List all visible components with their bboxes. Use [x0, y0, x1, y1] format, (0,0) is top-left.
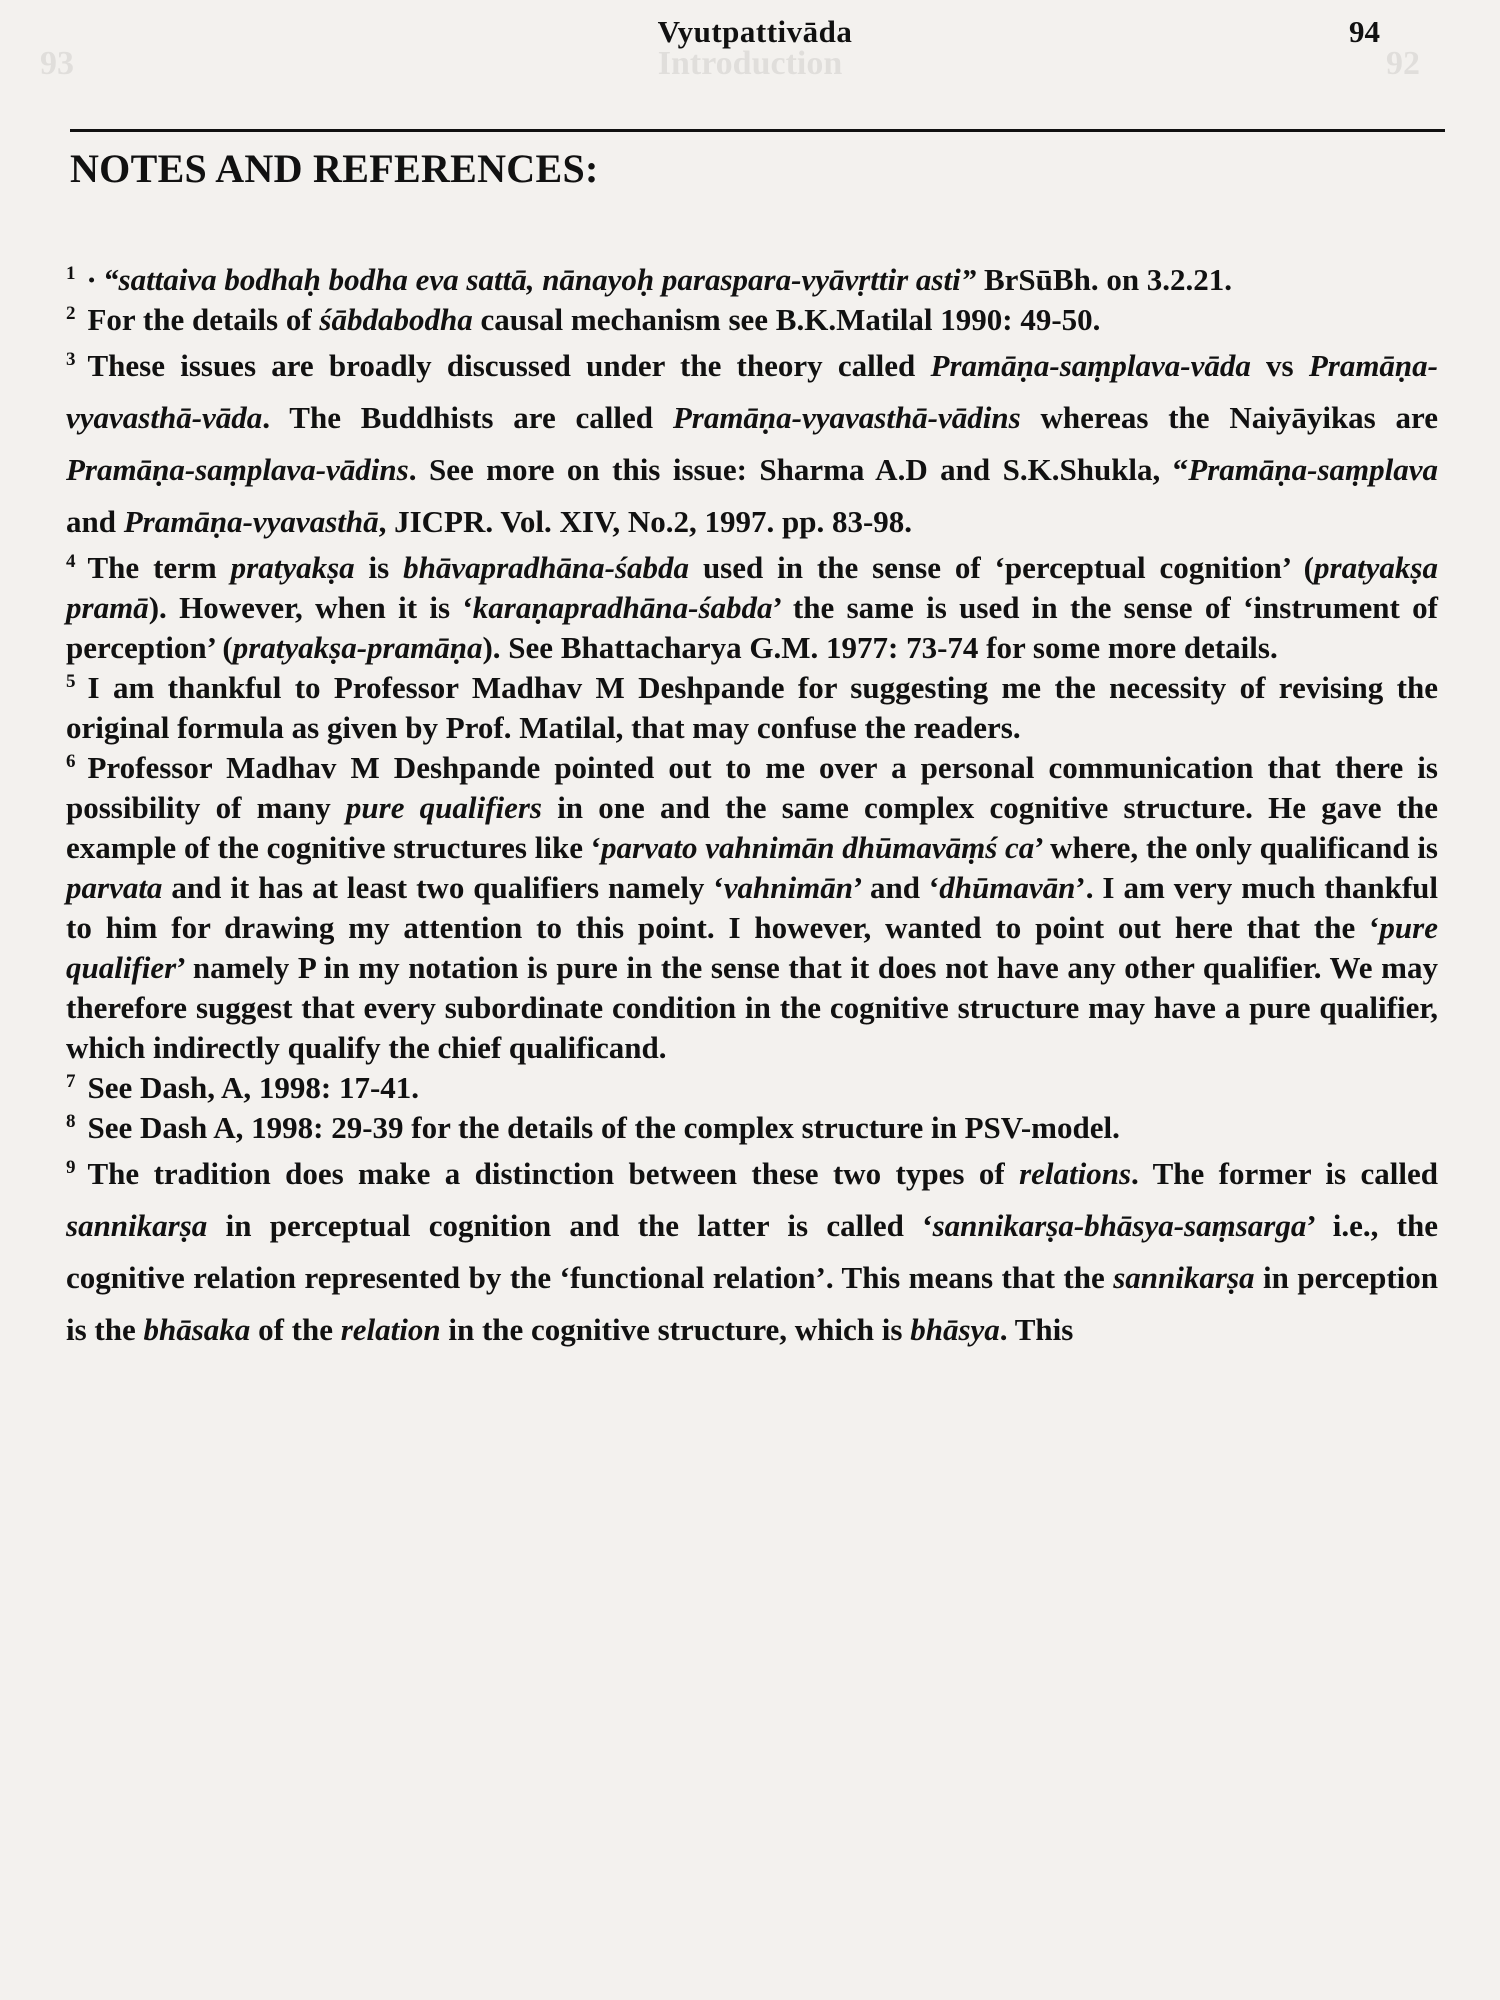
note-text: For the details of [87, 302, 320, 337]
note-number: 6 [66, 750, 76, 772]
note-italic-term: relation [340, 1312, 441, 1347]
note-text: The tradition does make a distinction between these two types of [87, 1156, 1020, 1191]
note-italic-term: parvato vahnimān dhūmavāṃś ca [601, 830, 1035, 865]
note-italic-term: sannikarṣa-bhāsya-saṃsarga [932, 1208, 1307, 1243]
note-italic-term: sannikarṣa [66, 1208, 208, 1243]
note-text: and [66, 504, 124, 539]
note-number: 7 [66, 1070, 76, 1092]
note-text: ). See Bhattacharya G.M. 1977: 73-74 for some more details. [482, 630, 1278, 665]
note-text: ’ and ‘ [852, 870, 940, 905]
header-rule [70, 129, 1445, 132]
note-text: . The former is called [1131, 1156, 1438, 1191]
note-italic-term: pratyakṣa [230, 550, 355, 585]
note-text: used in the sense of ‘perceptual cognition’ ( [689, 550, 1314, 585]
note-1 [66, 260, 1438, 300]
note-text: ’ namely P in my notation is pure in the sense that it does not have any other qualifier. We may therefore suggest that every subordinate condition in the cognitive structure may have a pure qualifier, which indirectly qualify the chief qualificand. [66, 950, 1438, 1065]
note-italic-term: Pramāṇa-vyavasthā-vāda [66, 348, 1438, 435]
note-italic-term: parvata [66, 870, 163, 905]
note-text: ’ where, the only qualificand is [1034, 830, 1438, 865]
note-number: 4 [66, 550, 76, 572]
note-text: The term [87, 550, 231, 585]
note-text: causal mechanism see B.K.Matilal 1990: 49-50. [472, 302, 1101, 337]
note-text: See Dash, A, 1998: 17-41. [87, 1070, 420, 1105]
note-text: in perception is the [66, 1260, 1438, 1347]
note-italic-term: Pramāṇa-vyavasthā-vādins [672, 400, 1021, 435]
note-italic-term: bhāsya [910, 1312, 1000, 1347]
running-header [70, 14, 1440, 58]
note-italic-term: pure qualifiers [345, 790, 542, 825]
note-italic-term: bhāvapradhāna-śabda [403, 550, 690, 585]
note-number: 5 [66, 670, 76, 692]
note-italic-term: vahnimān [723, 870, 853, 905]
note-text: in the cognitive structure, which is [440, 1312, 911, 1347]
note-italic-term: śābdabodha [319, 302, 473, 337]
ghost-right-page-number: 92 [1386, 45, 1420, 82]
note-italic-term: bhāsaka [143, 1312, 251, 1347]
note-italic-term: · “sattaiva bodhaḥ bodha eva sattā, nānayoḥ paraspara-vyāvṛttir asti” [87, 262, 977, 297]
note-number: 9 [66, 1156, 76, 1178]
note-text: I am thankful to Professor Madhav M Deshpande for suggesting me the necessity of revising the original formula as given by Prof. Matilal, that may confuse the readers. [66, 670, 1438, 745]
note-text: whereas the Naiyāyikas are [1020, 400, 1439, 435]
note-text: vs [1250, 348, 1309, 383]
note-2 [66, 300, 1438, 340]
note-italic-term: pratyakṣa pramā [66, 550, 1438, 625]
ghost-center-title: Introduction [657, 45, 843, 82]
note-text: ’ the same is used in the sense of ‘instrument of perception’ ( [66, 590, 1438, 665]
note-4 [66, 548, 1438, 668]
note-italic-term: Pramāṇa-vyavasthā [123, 504, 379, 539]
note-text: . The Buddhists are called [262, 400, 673, 435]
note-number: 3 [66, 348, 76, 370]
note-italic-term: pratyakṣa-pramāṇa [232, 630, 483, 665]
note-italic-term: Pramāṇa-saṃplava-vāda [930, 348, 1251, 383]
running-title: Vyutpattivāda [657, 14, 853, 49]
note-text: . This [999, 1312, 1074, 1347]
note-number: 2 [66, 302, 76, 324]
note-8 [66, 1108, 1438, 1148]
ghost-left-page-number: 93 [40, 45, 74, 82]
note-text: , JICPR. Vol. XIV, No.2, 1997. pp. 83-98. [378, 504, 913, 539]
note-6 [66, 748, 1438, 1068]
note-text: in perceptual cognition and the latter is called ‘ [207, 1208, 933, 1243]
note-text: . See more on this issue: Sharma A.D and S.K.Shukla, “ [408, 452, 1189, 487]
note-italic-term: dhūmavān [939, 870, 1076, 905]
note-text: ’. I am very much thankful to him for drawing my attention to this point. I however, wanted to point out here that the ‘ [66, 870, 1439, 945]
note-text: of the [250, 1312, 341, 1347]
note-text: is [354, 550, 404, 585]
section-heading: NOTES AND REFERENCES: [70, 146, 599, 191]
note-italic-term: relations [1019, 1156, 1132, 1191]
note-3 [66, 340, 1438, 548]
note-text: and it has at least two qualifiers namely ‘ [162, 870, 724, 905]
note-number: 8 [66, 1110, 76, 1132]
note-italic-term: karaṇapradhāna-śabda [472, 590, 773, 625]
note-text: Professor Madhav M Deshpande pointed out to me over a personal communication that there is possibility of many [66, 750, 1438, 825]
notes-list [66, 260, 1438, 1356]
note-italic-term: pure qualifier [66, 910, 1438, 985]
note-text: ’ i.e., the cognitive relation represented by the ‘functional relation’. This means that the [66, 1208, 1439, 1295]
note-italic-term: Pramāṇa-saṃplava [1188, 452, 1438, 487]
note-text: See Dash A, 1998: 29-39 for the details of the complex structure in PSV-model. [87, 1110, 1120, 1145]
note-italic-term: sannikarṣa [1113, 1260, 1255, 1295]
note-text: BrSūBh. on 3.2.21. [976, 262, 1233, 297]
page-number: 94 [1349, 14, 1380, 49]
note-9 [66, 1148, 1438, 1356]
note-7 [66, 1068, 1438, 1108]
note-text: ). However, when it is ‘ [148, 590, 473, 625]
note-italic-term: Pramāṇa-saṃplava-vādins [66, 452, 409, 487]
note-5 [66, 668, 1438, 748]
note-text: These issues are broadly discussed under the theory called [87, 348, 931, 383]
note-number: 1 [66, 262, 76, 284]
note-text: in one and the same complex cognitive structure. He gave the example of the cognitive structures like ‘ [66, 790, 1438, 865]
